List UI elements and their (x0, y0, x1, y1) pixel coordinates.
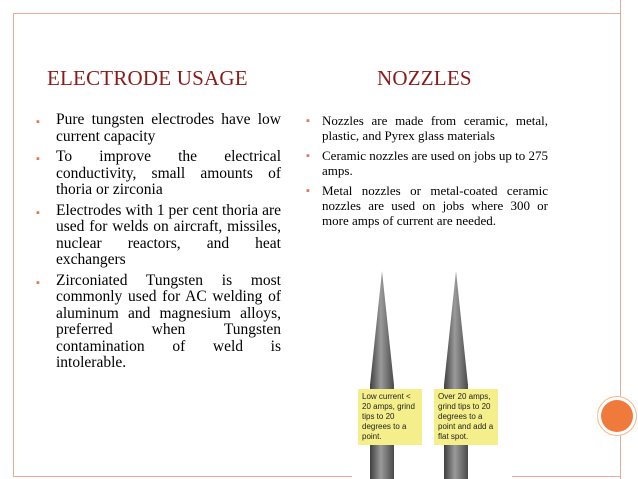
list-item: ▪ Pure tungsten electrodes have low current capacity (36, 111, 281, 145)
electrode-tips-illustration (352, 267, 512, 479)
nozzles-list (306, 114, 548, 234)
electrode-usage-list (36, 112, 281, 376)
bullet-icon: ▪ (36, 116, 40, 128)
electrode-left (370, 271, 394, 479)
nozzles-heading: NOZZLES (377, 66, 472, 90)
electrode-usage-heading: ELECTRODE USAGE (47, 66, 248, 90)
bullet-icon: ▪ (306, 150, 310, 163)
caption-high-current: Over 20 amps, grind tips to 20 degrees to a point and add a flat spot. (434, 389, 498, 445)
list-item: ▪ To improve the electrical conductivity, small amounts of thoria or zirconia (36, 148, 281, 198)
caption-low-current: Low current < 20 amps, grind tips to 20 degrees to a point. (358, 389, 422, 445)
list-item: ▪ Zirconiated Tungsten is most commonly used for AC welding of aluminum and magnesium alloys, preferred when Tungsten contamination of weld is intolerable. (36, 271, 281, 371)
bullet-icon: ▪ (36, 153, 40, 165)
list-item: ▪ Nozzles are made from ceramic, metal, plastic, and Pyrex glass materials (306, 113, 548, 143)
bullet-icon: ▪ (306, 115, 310, 127)
list-item: ▪ Ceramic nozzles are used on jobs up to 275 amps. (306, 148, 548, 178)
bullet-icon: ▪ (36, 276, 40, 289)
tungsten-electrodes-photo (352, 267, 512, 479)
electrode-right (444, 271, 468, 479)
bullet-icon: ▪ (36, 206, 40, 219)
bullet-icon: ▪ (306, 185, 310, 198)
decorative-circle (601, 400, 633, 432)
list-item: ▪ Electrodes with 1 per cent thoria are used for welds on aircraft, missiles, nuclear reactors, and heat exchangers (36, 201, 281, 268)
list-item: ▪ Metal nozzles or metal-coated ceramic nozzles are used on jobs where 300 or more amps of current are needed. (306, 183, 548, 228)
